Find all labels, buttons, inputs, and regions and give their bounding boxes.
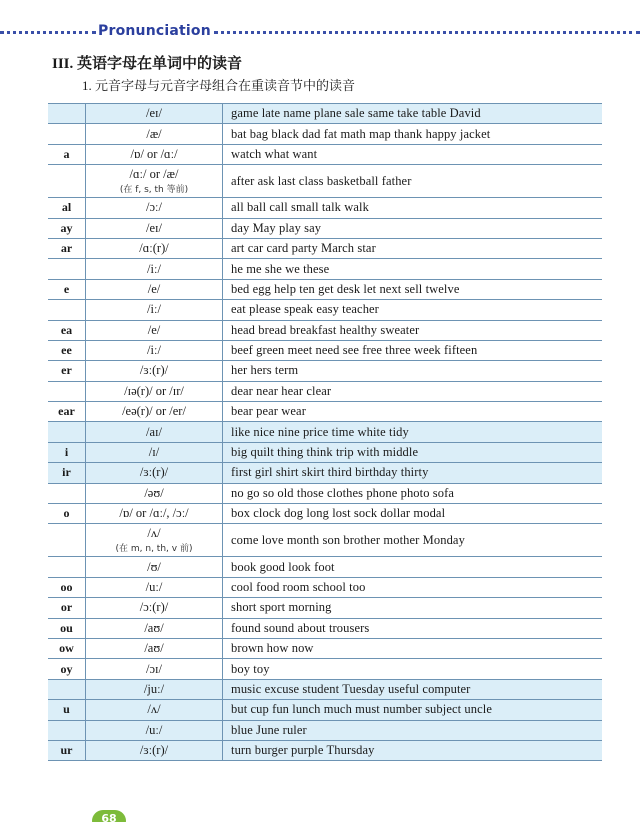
- table-row: [48, 659, 602, 679]
- example-words-cell: bear pear wear: [231, 404, 306, 419]
- example-words-cell: her hers term: [231, 363, 299, 378]
- sound-cell: [86, 639, 223, 658]
- example-words-cell: he me she we these: [231, 261, 330, 276]
- sound-cell: [86, 300, 223, 319]
- sound-note: (在 f, s, th 等前): [119, 185, 189, 196]
- example-words-cell: short sport morning: [231, 600, 332, 615]
- table-row: [48, 198, 602, 218]
- example-words-cell: found sound about trousers: [231, 620, 370, 635]
- table-row: [48, 341, 602, 361]
- phonetic-symbol: /ɪə(r)/ or /ɪr/: [124, 383, 184, 398]
- example-words-cell: music excuse student Tuesday useful computer: [231, 681, 471, 696]
- letter-cell: oy: [48, 659, 86, 678]
- letter-cell: [48, 124, 86, 143]
- example-words-cell: head bread breakfast healthy sweater: [231, 322, 420, 337]
- letter-cell: ur: [48, 741, 86, 760]
- table-row: [48, 524, 602, 557]
- example-words-cell: eat please speak easy teacher: [231, 302, 379, 317]
- sound-cell: [86, 557, 223, 576]
- phonetic-symbol: /iː/: [147, 261, 161, 276]
- phonetic-symbol: /əʊ/: [144, 485, 164, 500]
- table-row: [48, 402, 602, 422]
- phonetic-symbol: /uː/: [145, 722, 163, 737]
- example-words-cell: first girl shirt skirt third birthday thirty: [231, 465, 429, 480]
- phonetic-symbol: /aʊ/: [144, 620, 164, 635]
- phonetic-symbol: /ɜː(r)/: [139, 363, 169, 378]
- header-title: Pronunciation: [98, 23, 211, 39]
- sub-title: 1. 元音字母与元音字母组合在重读音节中的读音: [82, 78, 356, 93]
- phonetic-symbol: /ɔː/: [146, 200, 162, 215]
- letter-cell: o: [48, 504, 86, 523]
- sound-cell: [86, 619, 223, 638]
- table-row: [48, 484, 602, 504]
- table-row: [48, 219, 602, 239]
- letter-cell: ir: [48, 463, 86, 482]
- table-row: [48, 443, 602, 463]
- sound-cell: [86, 280, 223, 299]
- sound-cell: [86, 721, 223, 740]
- example-words-cell: box clock dog long lost sock dollar modal: [231, 506, 446, 521]
- sound-cell: [86, 239, 223, 258]
- letter-cell: ou: [48, 619, 86, 638]
- phonetic-symbol: /iː/: [147, 302, 161, 317]
- phonetic-symbol: /eɪ/: [146, 220, 162, 235]
- phonetic-symbol: /ɔɪ/: [146, 661, 162, 676]
- letter-cell: [48, 524, 86, 556]
- table-row: [48, 239, 602, 259]
- table-row: [48, 382, 602, 402]
- phonetic-symbol: /e/: [147, 322, 161, 337]
- phonetic-symbol: /aɪ/: [146, 424, 162, 439]
- sound-cell: [86, 361, 223, 380]
- sound-cell: [86, 145, 223, 164]
- phonetic-symbol: /ɔː(r)/: [139, 600, 169, 615]
- letter-cell: [48, 259, 86, 278]
- section-title: III. 英语字母在单词中的读音: [52, 56, 243, 72]
- example-words-cell: no go so old those clothes phone photo sofa: [231, 485, 455, 500]
- table-row: [48, 504, 602, 524]
- letter-cell: [48, 721, 86, 740]
- letter-cell: ow: [48, 639, 86, 658]
- example-words-cell: dear near hear clear: [231, 383, 332, 398]
- table-row: [48, 741, 602, 761]
- example-words-cell: big quilt thing think trip with middle: [231, 445, 419, 460]
- page-header-banner: [0, 22, 640, 42]
- phonetic-symbol: /ɪ/: [148, 445, 160, 460]
- table-row: [48, 145, 602, 165]
- header-dotted-rule-left: [0, 31, 96, 34]
- letter-cell: [48, 300, 86, 319]
- letter-cell: al: [48, 198, 86, 217]
- sound-cell: [86, 422, 223, 441]
- pronunciation-table: [48, 103, 602, 761]
- sound-cell: [86, 741, 223, 760]
- example-words-cell: book good look foot: [231, 559, 335, 574]
- phonetic-symbol: /eɪ/: [146, 106, 162, 121]
- letter-cell: [48, 557, 86, 576]
- phonetic-symbol: /æ/: [146, 126, 162, 141]
- letter-cell: ee: [48, 341, 86, 360]
- sound-cell: [86, 443, 223, 462]
- phonetic-symbol: /aʊ/: [144, 641, 164, 656]
- table-row: [48, 361, 602, 381]
- table-row: [48, 721, 602, 741]
- example-words-cell: all ball call small talk walk: [231, 200, 369, 215]
- sound-cell: [86, 484, 223, 503]
- sound-cell: [86, 402, 223, 421]
- table-row: [48, 557, 602, 577]
- table-row: [48, 422, 602, 442]
- sound-note: (在 m, n, th, v 前): [115, 544, 193, 555]
- letter-cell: [48, 165, 86, 197]
- table-row: [48, 700, 602, 720]
- phonetic-symbol: /uː/: [145, 580, 163, 594]
- header-dotted-rule-right: [214, 31, 640, 34]
- letter-cell: [48, 484, 86, 503]
- table-row: [48, 463, 602, 483]
- sound-cell: [86, 321, 223, 340]
- sound-cell: [86, 259, 223, 278]
- sound-cell: [86, 659, 223, 678]
- phonetic-symbol: /ɒ/ or /ɑː/, /ɔː/: [119, 506, 189, 521]
- table-row: [48, 165, 602, 198]
- example-words-cell: cool food room school too: [231, 580, 366, 594]
- example-words-cell: boy toy: [231, 661, 270, 676]
- example-words-cell: beef green meet need see free three week fifteen: [231, 343, 478, 358]
- letter-cell: [48, 680, 86, 699]
- example-words-cell: bat bag black dad fat math map thank happy jacket: [231, 126, 491, 141]
- phonetic-symbol: /eə(r)/ or /er/: [122, 404, 186, 419]
- phonetic-symbol: /iː/: [147, 343, 161, 358]
- letter-cell: oo: [48, 578, 86, 597]
- table-row: [48, 259, 602, 279]
- table-row: [48, 578, 602, 598]
- letter-cell: [48, 104, 86, 123]
- letter-cell: er: [48, 361, 86, 380]
- sound-cell: [86, 165, 223, 197]
- example-words-cell: after ask last class basketball father: [231, 173, 412, 188]
- sound-cell: [86, 504, 223, 523]
- sound-cell: [86, 341, 223, 360]
- sound-cell: [86, 680, 223, 699]
- letter-cell: ar: [48, 239, 86, 258]
- example-words-cell: like nice nine price time white tidy: [231, 424, 409, 439]
- table-row: [48, 321, 602, 341]
- example-words-cell: game late name plane sale same take table David: [231, 106, 481, 121]
- example-words-cell: brown how now: [231, 641, 314, 656]
- example-words-cell: come love month son brother mother Monday: [231, 532, 465, 547]
- letter-cell: or: [48, 598, 86, 617]
- letter-cell: e: [48, 280, 86, 299]
- phonetic-symbol: /ɒ/ or /ɑː/: [130, 146, 178, 161]
- phonetic-symbol: /e/: [147, 281, 161, 296]
- table-row: [48, 680, 602, 700]
- example-words-cell: art car card party March star: [231, 241, 376, 256]
- phonetic-symbol: /ɜː(r)/: [139, 743, 169, 758]
- table-row: [48, 280, 602, 300]
- page-number-badge: 68: [92, 810, 126, 822]
- phonetic-symbol: /ʌ/: [147, 526, 161, 541]
- example-words-cell: watch what want: [231, 146, 318, 161]
- example-words-cell: turn burger purple Thursday: [231, 743, 375, 758]
- letter-cell: ear: [48, 402, 86, 421]
- phonetic-symbol: /ʌ/: [147, 702, 161, 717]
- sound-cell: [86, 524, 223, 556]
- table-row: [48, 300, 602, 320]
- letter-cell: [48, 382, 86, 401]
- sound-cell: [86, 382, 223, 401]
- table-row: [48, 619, 602, 639]
- sound-cell: [86, 198, 223, 217]
- sound-cell: [86, 598, 223, 617]
- sound-cell: [86, 124, 223, 143]
- letter-cell: a: [48, 145, 86, 164]
- letter-cell: ea: [48, 321, 86, 340]
- example-words-cell: blue June ruler: [231, 722, 307, 737]
- letter-cell: ay: [48, 219, 86, 238]
- example-words-cell: but cup fun lunch much must number subject uncle: [231, 702, 492, 717]
- table-row: [48, 639, 602, 659]
- phonetic-symbol: /ɑː/ or /æ/: [129, 167, 179, 182]
- letter-cell: u: [48, 700, 86, 719]
- phonetic-symbol: /ʊ/: [147, 559, 161, 574]
- table-row: [48, 124, 602, 144]
- letter-cell: i: [48, 443, 86, 462]
- phonetic-symbol: /juː/: [143, 681, 165, 696]
- table-row: [48, 598, 602, 618]
- example-words-cell: bed egg help ten get desk let next sell twelve: [231, 281, 460, 296]
- sound-cell: [86, 104, 223, 123]
- sound-cell: [86, 578, 223, 597]
- phonetic-symbol: /ɜː(r)/: [139, 465, 169, 480]
- letter-cell: [48, 422, 86, 441]
- sound-cell: [86, 700, 223, 719]
- sound-cell: [86, 219, 223, 238]
- table-row: [48, 104, 602, 124]
- sound-cell: [86, 463, 223, 482]
- phonetic-symbol: /ɑː(r)/: [139, 241, 169, 256]
- example-words-cell: day May play say: [231, 220, 322, 235]
